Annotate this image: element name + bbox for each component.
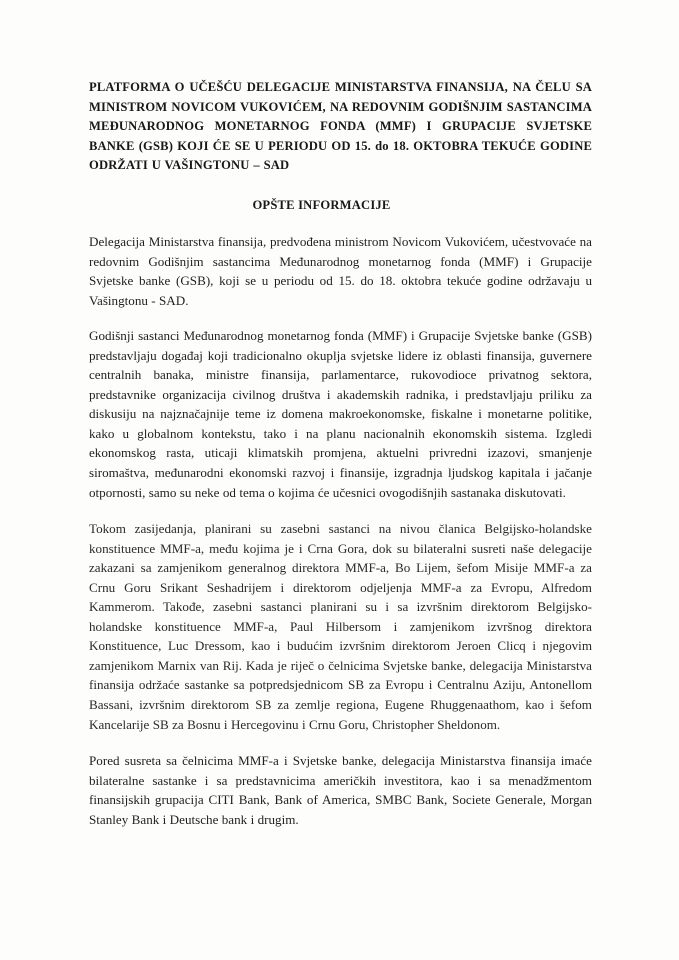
section-heading-general-information: OPŠTE INFORMACIJE xyxy=(252,197,391,212)
document-content xyxy=(89,0,592,829)
paragraph-bilateral-meetings: Tokom zasijedanja, planirani su zasebni sastanci na nivou članica Belgijsko-holandske konstituence MMF-a, među kojima je i Crna Gora, dok su bilateralni susreti naše delegacije zakazani sa zamjenikom generalnog direktora MMF-a, Bo Lijem, šefom Misije MMF-a za Crnu Goru Srikant Seshadrijem i direktorom odjeljenja MMF-a za Evropu, Alfredom Kammerom. Takođe, zasebni sastanci planirani su i sa izvršnim direktorom Belgijsko-holandske konstituence MMF-a, Paul Hilbersom i zamjenikom izvršnog direktora Konstituence, Luc Dressom, kao i budućim izvršnim direktorom Jeroen Clicq i njegovim zamjenikom Marnix van Rij. Kada je riječ o čelnicima Svjetske banke, delegacija Ministarstva finansija održaće sastanke sa potpredsjednicom SB za Evropu i Centralnu Aziju, Antonellom Bassani, izvršnim direktorom SB za zemlje regiona, Eugene Rhuggenaathom, kao i šefom Kancelarije SB za Bosnu i Hercegovinu i Crnu Goru, Christopher Sheldonom. xyxy=(89,521,592,732)
document-title: PLATFORMA O UČEŠĆU DELEGACIJE MINISTARSTVA FINANSIJA, NA ČELU SA MINISTROM NOVICOM VUKOVIĆEM, NA REDOVNIM GODIŠNJIM SASTANCIMA MEĐUNARODNOG MONETARNOG FONDA (MMF) I GRUPACIJE SVJETSKE BANKE (GSB) KOJI ĆE SE U PERIODU OD 15. do 18. OKTOBRA TEKUĆE GODINE ODRŽATI U VAŠINGTONU – SAD xyxy=(89,80,592,173)
paragraph-investor-meetings: Pored susreta sa čelnicima MMF-a i Svjetske banke, delegacija Ministarstva finansija imaće bilateralne sastanke i sa predstavnicima američkih investitora, kao i sa menadžmentom finansijskih grupacija CITI Bank, Bank of America, SMBC Bank, Societe Generale, Morgan Stanley Bank i Deutsche bank i drugim. xyxy=(89,753,592,827)
paragraph-delegation-overview: Delegacija Ministarstva finansija, predvođena ministrom Novicom Vukovićem, učestvovaće na redovnim Godišnjim sastancima Međunarodnog monetarnog fonda (MMF) i Grupacije Svjetske banke (GSB), koji se u periodu od 15. do 18. oktobra tekuće godine održavaju u Vašingtonu - SAD. xyxy=(89,233,592,308)
paragraph-annual-meetings-description: Godišnji sastanci Međunarodnog monetarnog fonda (MMF) i Grupacije Svjetske banke (GSB) predstavljaju događaj koji tradicionalno okuplja svjetske lidere iz oblasti finansija, guvernere centralnih banaka, ministre finansija, parlamentarce, rukovodioce privatnog sektora, predstavnike organizacija civilnog društva i akademskih radnika, i predstavljaju priliku za diskusiju na najznačajnije teme iz domena makroekonomske, fiskalne i monetarne politike, kako u globalnom kontekstu, tako i na planu nacionalnih ekonomskih sistema. Izgledi ekonomskog rasta, uticaji klimatskih promjena, aktuelni privredni izazovi, smanjenje siromaštva, međunarodni ekonomski razvoj i finansije, izgradnja ljudskog kapitala i jačanje otpornosti, samo su neke od tema o kojima će učesnici ovogodišnjih sastanaka diskutovati. xyxy=(89,328,592,500)
